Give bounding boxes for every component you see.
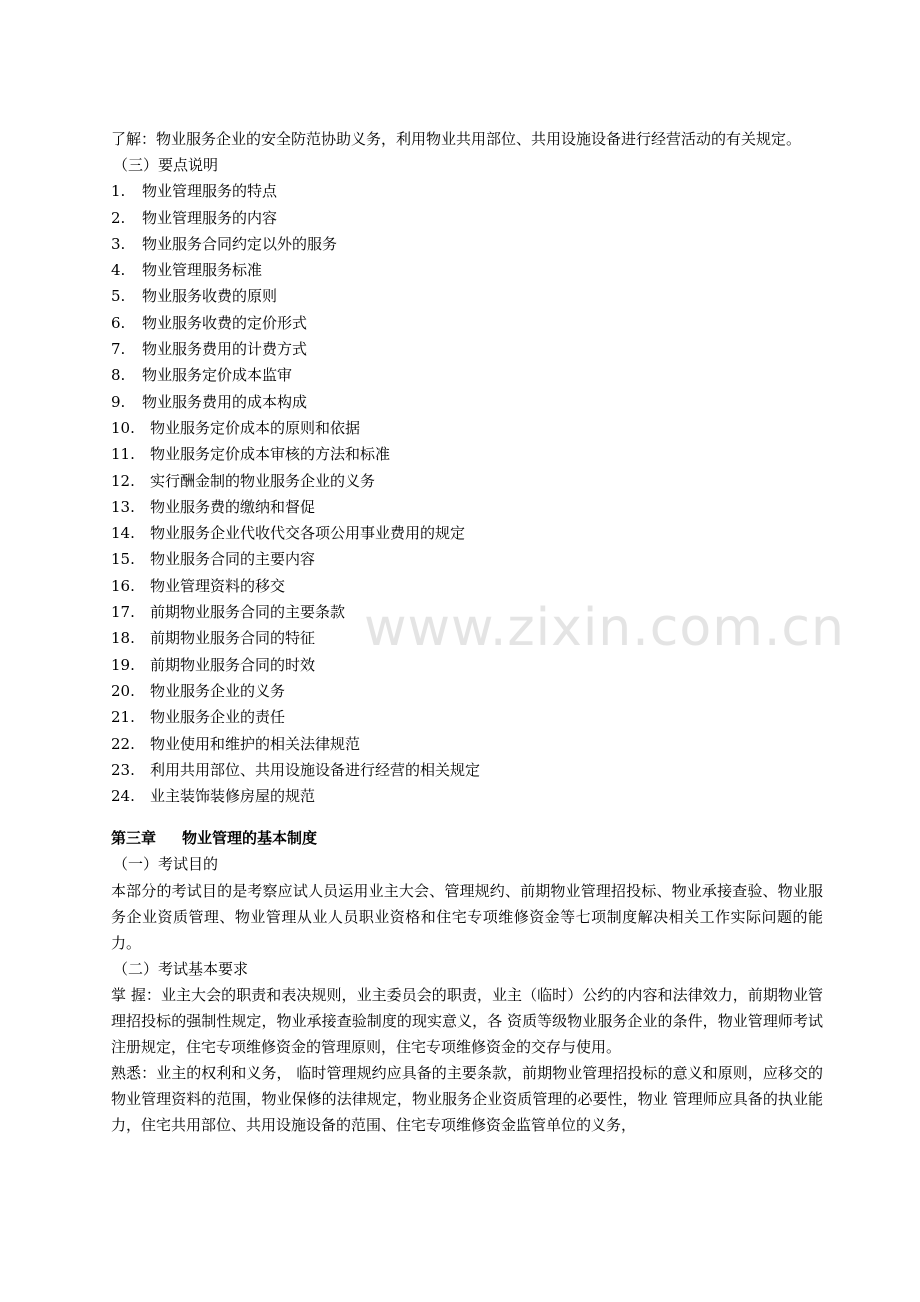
list-item-text: 前期物业服务合同的特征	[150, 629, 316, 648]
list-item-text: 物业服务收费的定价形式	[142, 313, 308, 332]
familiar-paragraph: 熟悉：业主的权利和义务， 临时管理规约应具备的主要条款，前期物业管理招投标的意义和原则，应移交的物业管理资料的范围，物业保修的法律规定，物业服务企业资质管理的必要性，物业 管理师应具备的执业能力，住宅共用部位、共用设施设备的范围、住宅专项维修资金监管单位的义务，	[111, 1064, 823, 1135]
list-item-number: 4.	[111, 261, 126, 280]
list-item-number: 14.	[111, 524, 135, 543]
list-item	[111, 520, 823, 546]
list-item-number: 2.	[111, 208, 126, 227]
list-item-number: 21.	[111, 708, 135, 727]
list-item-text: 物业服务企业的责任	[150, 708, 286, 727]
list-item-text: 物业服务定价成本的原则和依据	[150, 418, 361, 437]
list-item-text: 前期物业服务合同的时效	[150, 655, 316, 674]
purpose-heading: （一）考试目的	[113, 855, 219, 874]
list-item	[111, 757, 823, 783]
list-item	[111, 205, 823, 231]
list-item	[111, 336, 823, 362]
list-item-number: 10.	[111, 418, 135, 437]
list-item-number: 11.	[111, 445, 135, 464]
list-item	[111, 494, 823, 520]
list-item-text: 物业服务定价成本审核的方法和标准	[150, 445, 391, 464]
list-item-number: 23.	[111, 760, 135, 779]
list-item-text: 物业服务费用的成本构成	[142, 392, 308, 411]
list-item-number: 1.	[111, 182, 126, 201]
list-item	[111, 652, 823, 678]
list-item	[111, 283, 823, 309]
chapter-number: 第三章	[111, 829, 157, 848]
list-item-text: 物业管理服务标准	[142, 261, 263, 280]
list-item-text: 物业管理服务的特点	[142, 182, 278, 201]
chapter-heading	[111, 825, 823, 851]
list-item	[111, 178, 823, 204]
list-item-text: 业主装饰装修房屋的规范	[150, 787, 316, 806]
list-item-number: 9.	[111, 392, 126, 411]
list-item-number: 16.	[111, 576, 135, 595]
requirements-heading: （二）考试基本要求	[113, 959, 249, 978]
chapter-title: 物业管理的基本制度	[182, 829, 318, 848]
list-item	[111, 441, 823, 467]
key-points-list	[111, 178, 823, 809]
understand-paragraph: 了解：物业服务企业的安全防范协助义务，利用物业共用部位、共用设施设备进行经营活动的有关规定。	[111, 130, 802, 148]
purpose-paragraph: 本部分的考试目的是考察应试人员运用业主大会、管理规约、前期物业管理招投标、物业承接查验、物业服务企业资质管理、物业管理从业人员职业资格和住宅专项维修资金等七项制度解决相关工作实际问题的能力。	[111, 881, 823, 952]
list-item	[111, 731, 823, 757]
document-page	[111, 0, 823, 1138]
list-item-text: 实行酬金制的物业服务企业的义务	[150, 471, 376, 490]
list-item-text: 物业服务定价成本监审	[142, 366, 293, 385]
list-item-number: 6.	[111, 313, 126, 332]
list-item	[111, 783, 823, 809]
list-item-text: 物业使用和维护的相关法律规范	[150, 734, 361, 753]
list-item-number: 15.	[111, 550, 135, 569]
list-item-text: 利用共用部位、共用设施设备进行经营的相关规定	[150, 760, 481, 779]
list-item	[111, 546, 823, 572]
list-item-number: 22.	[111, 734, 135, 753]
master-paragraph: 掌 握：业主大会的职责和表决规则，业主委员会的职责，业主（临时）公约的内容和法律效力，前期物业管理招投标的强制性规定，物业承接查验制度的现实意义，各 资质等级物业服务企业的条件，物业管理师考试注册规定，住宅专项维修资金的管理原则，住宅专项维修资金的交存与使用。	[111, 986, 823, 1057]
list-item-text: 物业服务合同约定以外的服务	[142, 234, 338, 253]
list-item-text: 前期物业服务合同的主要条款	[150, 603, 346, 622]
list-item-number: 5.	[111, 287, 126, 306]
list-item	[111, 310, 823, 336]
list-item-number: 3.	[111, 234, 126, 253]
watermark: www.zixin.com.cn	[364, 598, 845, 658]
list-item-text: 物业管理资料的移交	[150, 576, 286, 595]
list-item-number: 8.	[111, 366, 126, 385]
list-item-text: 物业服务合同的主要内容	[150, 550, 316, 569]
list-item-number: 24.	[111, 787, 135, 806]
list-item	[111, 415, 823, 441]
list-item-number: 7.	[111, 340, 126, 359]
list-item-text: 物业服务费的缴纳和督促	[150, 497, 316, 516]
list-item-text: 物业服务企业的义务	[150, 681, 286, 700]
list-item	[111, 599, 823, 625]
list-item	[111, 704, 823, 730]
section3-heading: （三）要点说明	[113, 156, 219, 174]
list-item-number: 19.	[111, 655, 135, 674]
list-item	[111, 389, 823, 415]
list-item	[111, 678, 823, 704]
list-item-text: 物业服务收费的原则	[142, 287, 278, 306]
list-item-number: 17.	[111, 603, 135, 622]
list-item	[111, 257, 823, 283]
list-item	[111, 231, 823, 257]
list-item-number: 13.	[111, 497, 135, 516]
list-item	[111, 625, 823, 651]
list-item-number: 18.	[111, 629, 135, 648]
list-item	[111, 362, 823, 388]
list-item-number: 12.	[111, 471, 135, 490]
list-item	[111, 468, 823, 494]
list-item-text: 物业服务企业代收代交各项公用事业费用的规定	[150, 524, 466, 543]
list-item-number: 20.	[111, 681, 135, 700]
list-item	[111, 573, 823, 599]
list-item-text: 物业服务费用的计费方式	[142, 340, 308, 359]
list-item-text: 物业管理服务的内容	[142, 208, 278, 227]
